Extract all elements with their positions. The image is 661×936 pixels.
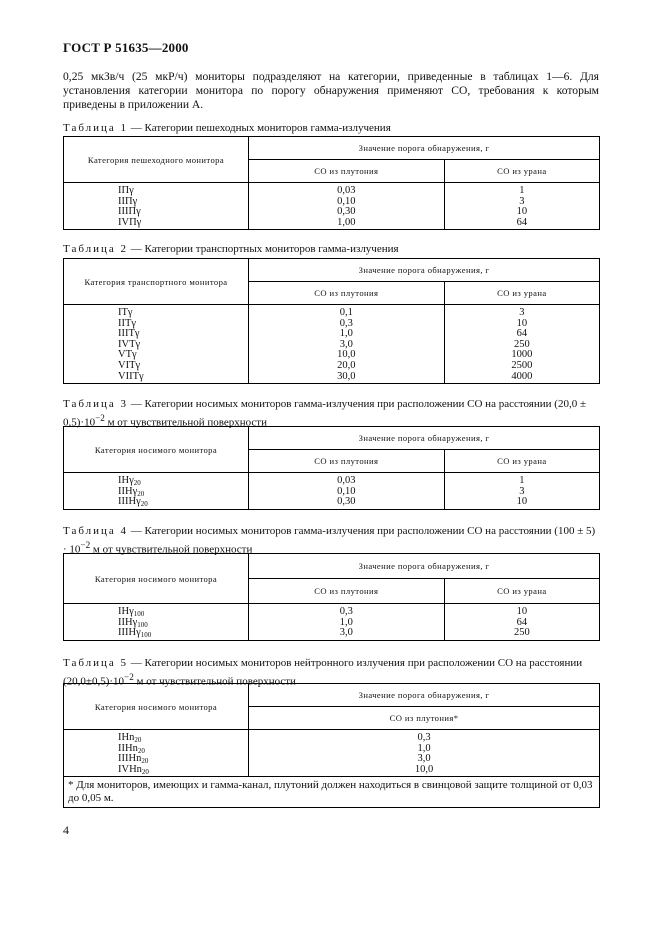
table4-caption <box>63 524 599 557</box>
category-cell <box>64 319 249 330</box>
category-label: IVHn <box>118 763 142 775</box>
plutonium-value-cell: 0,03 <box>249 183 445 197</box>
plutonium-value-cell: 3,0 <box>249 754 600 765</box>
plutonium-value-cell: 0,1 <box>249 305 445 319</box>
uranium-value-cell: 3 <box>444 487 599 498</box>
uranium-value-cell: 3 <box>444 305 599 319</box>
category-label: IIIПγ <box>118 206 141 218</box>
plutonium-value-cell: 0,3 <box>249 604 445 618</box>
table2-label: Таблица 2 <box>63 243 129 255</box>
uranium-value-cell: 1 <box>444 183 599 197</box>
table1-pu-header: СО из плутония <box>249 160 445 183</box>
category-label: IHγ <box>118 606 134 617</box>
uranium-value-cell: 10 <box>444 604 599 618</box>
table1-caption <box>63 121 599 135</box>
uranium-value-cell: 250 <box>444 628 599 640</box>
table1-category-header: Категория пешеходного монитора <box>64 137 249 183</box>
category-label: IVTγ <box>118 338 141 350</box>
table2-caption <box>63 242 599 256</box>
table-row <box>64 183 600 197</box>
table1-title: — Категории пешеходных мониторов гамма-излучения <box>128 122 391 134</box>
uranium-value-cell: 1000 <box>444 350 599 361</box>
table5 <box>63 683 600 808</box>
category-subscript: 20 <box>137 746 145 755</box>
category-cell <box>64 350 249 361</box>
table-row <box>64 218 600 230</box>
category-subscript: 20 <box>141 767 149 776</box>
category-subscript: 100 <box>137 620 148 629</box>
plutonium-value-cell: 1,0 <box>249 329 445 340</box>
table2-u-header: СО из урана <box>444 282 599 305</box>
plutonium-value-cell: 3,0 <box>249 340 445 351</box>
uranium-value-cell: 64 <box>444 218 599 230</box>
category-subscript: 20 <box>141 757 149 766</box>
table5-footnote: * Для мониторов, имеющих и гамма-канал, плутоний должен находиться в свинцовой защите толщиной от 0,03 до 0,05 м. <box>64 777 600 808</box>
category-cell <box>64 329 249 340</box>
category-cell <box>64 372 249 384</box>
plutonium-value-cell: 0,03 <box>249 473 445 487</box>
table2-threshold-header: Значение порога обнаружения, г <box>249 259 600 282</box>
plutonium-value-cell: 10,0 <box>249 350 445 361</box>
table-row <box>64 473 600 487</box>
table3-label: Таблица 3 <box>63 398 129 410</box>
category-label: IIПγ <box>118 195 138 207</box>
table-row <box>64 744 600 755</box>
table3-u-header: СО из урана <box>444 450 599 473</box>
table5-threshold-header: Значение порога обнаружения, г <box>249 684 600 707</box>
category-cell <box>64 487 249 498</box>
category-label: IIITγ <box>118 328 140 340</box>
plutonium-value-cell: 0,10 <box>249 487 445 498</box>
plutonium-value-cell: 1,0 <box>249 618 445 629</box>
category-subscript: 20 <box>137 489 145 498</box>
category-cell <box>64 604 249 618</box>
category-label: VIITγ <box>118 370 144 382</box>
table-row <box>64 730 600 744</box>
category-cell <box>64 218 249 230</box>
category-label: VTγ <box>118 349 137 361</box>
category-subscript: 100 <box>133 610 145 618</box>
table1-label: Таблица 1 <box>63 122 129 134</box>
category-label: IIHγ <box>118 485 138 497</box>
table3-caption <box>63 397 599 430</box>
table5-title: — Категории носимых мониторов нейтронного излучения при расположении СО на расстоянии (20,0±0,5)·10 <box>63 657 583 688</box>
table5-exponent: −2 <box>124 672 134 682</box>
category-subscript: 100 <box>140 631 152 640</box>
plutonium-value-cell: 10,0 <box>249 765 600 777</box>
uranium-value-cell: 1 <box>444 473 599 487</box>
table4-exponent: −2 <box>80 540 91 550</box>
uranium-value-cell: 10 <box>444 319 599 330</box>
table4-u-header: СО из урана <box>444 579 599 604</box>
category-label: IHγ <box>118 475 134 486</box>
category-label: IIHγ <box>118 616 138 628</box>
plutonium-value-cell: 0,30 <box>249 497 445 509</box>
plutonium-value-cell: 1,00 <box>249 218 445 230</box>
uranium-value-cell: 2500 <box>444 361 599 372</box>
table4-category-header: Категория носимого монитора <box>64 554 249 604</box>
category-cell <box>64 628 249 640</box>
table3-pu-header: СО из плутония <box>249 450 445 473</box>
category-cell <box>64 305 249 319</box>
category-label: VITγ <box>118 359 141 371</box>
plutonium-value-cell: 30,0 <box>249 372 445 384</box>
uranium-value-cell: 3 <box>444 197 599 208</box>
table3-category-header: Категория носимого монитора <box>64 427 249 473</box>
table3-title-end: м от чувствительной поверхности <box>104 416 267 429</box>
table-row <box>64 765 600 777</box>
plutonium-value-cell: 20,0 <box>249 361 445 372</box>
table5-pu-header: СО из плутония* <box>249 707 600 730</box>
category-cell <box>64 618 249 629</box>
category-label: IПγ <box>118 185 134 196</box>
table1 <box>63 136 600 230</box>
table-row <box>64 372 600 384</box>
table4-pu-header: СО из плутония <box>249 579 445 604</box>
category-label: IHn <box>118 732 135 743</box>
category-cell <box>64 183 249 197</box>
category-cell <box>64 361 249 372</box>
table3-title: — Категории носимых мониторов гамма-излучения при расположении СО на расстоянии (20,0 ± 0,5)·10 <box>63 398 586 429</box>
plutonium-value-cell: 1,0 <box>249 744 600 755</box>
table3-exponent: −2 <box>95 413 105 423</box>
plutonium-value-cell: 0,3 <box>249 730 600 744</box>
category-cell <box>64 765 249 777</box>
category-label: IIIHγ <box>118 496 141 508</box>
table-row <box>64 497 600 509</box>
table5-category-header: Категория носимого монитора <box>64 684 249 730</box>
table4-threshold-header: Значение порога обнаружения, г <box>249 554 600 579</box>
table2-pu-header: СО из плутония <box>249 282 445 305</box>
table3 <box>63 426 600 510</box>
uranium-value-cell: 10 <box>444 497 599 509</box>
category-subscript: 20 <box>140 500 148 509</box>
table4 <box>63 553 600 641</box>
category-label: IIHn <box>118 742 138 754</box>
table-row <box>64 628 600 640</box>
table4-label: Таблица 4 <box>63 525 129 537</box>
table2 <box>63 258 600 384</box>
document-header: ГОСТ Р 51635—2000 <box>63 40 189 55</box>
category-label: ITγ <box>118 307 133 318</box>
table1-u-header: СО из урана <box>444 160 599 183</box>
category-cell <box>64 744 249 755</box>
plutonium-value-cell: 0,30 <box>249 207 445 218</box>
category-label: IIIHγ <box>118 627 141 639</box>
uranium-value-cell: 4000 <box>444 372 599 384</box>
plutonium-value-cell: 0,10 <box>249 197 445 208</box>
category-label: IIIHn <box>118 753 142 765</box>
category-cell <box>64 207 249 218</box>
page-number: 4 <box>63 823 69 837</box>
table-row <box>64 754 600 765</box>
uranium-value-cell: 64 <box>444 618 599 629</box>
category-cell <box>64 754 249 765</box>
category-label: IVПγ <box>118 216 142 228</box>
table2-title: — Категории транспортных мониторов гамма-излучения <box>128 243 399 255</box>
category-cell <box>64 473 249 487</box>
uranium-value-cell: 64 <box>444 329 599 340</box>
category-label: IITγ <box>118 317 137 329</box>
table4-title-end: м от чувствительной поверхности <box>90 543 253 556</box>
plutonium-value-cell: 3,0 <box>249 628 445 640</box>
table-row <box>64 361 600 372</box>
intro-paragraph: 0,25 мкЗв/ч (25 мкР/ч) мониторы подразделяют на категории, приведенные в таблицах 1—6. Для установления категории монитора по порогу обнаружения применяют СО, требования к которым приведены в приложении А. <box>63 70 599 111</box>
table1-threshold-header: Значение порога обнаружения, г <box>249 137 600 160</box>
category-cell <box>64 730 249 744</box>
table-row <box>64 305 600 319</box>
table5-title-end: м от чувствительной поверхности <box>133 675 296 688</box>
table-row <box>64 604 600 618</box>
category-cell <box>64 497 249 509</box>
category-cell <box>64 197 249 208</box>
table2-category-header: Категория транспортного монитора <box>64 259 249 305</box>
uranium-value-cell: 250 <box>444 340 599 351</box>
category-subscript: 20 <box>133 479 141 487</box>
table4-title: — Категории носимых мониторов гамма-излучения при расположении СО на расстоянии (100 ± 5) · 10 <box>63 525 596 556</box>
plutonium-value-cell: 0,3 <box>249 319 445 330</box>
category-cell <box>64 340 249 351</box>
uranium-value-cell: 10 <box>444 207 599 218</box>
table3-threshold-header: Значение порога обнаружения, г <box>249 427 600 450</box>
category-subscript: 20 <box>134 736 142 744</box>
table5-label: Таблица 5 <box>63 657 129 669</box>
